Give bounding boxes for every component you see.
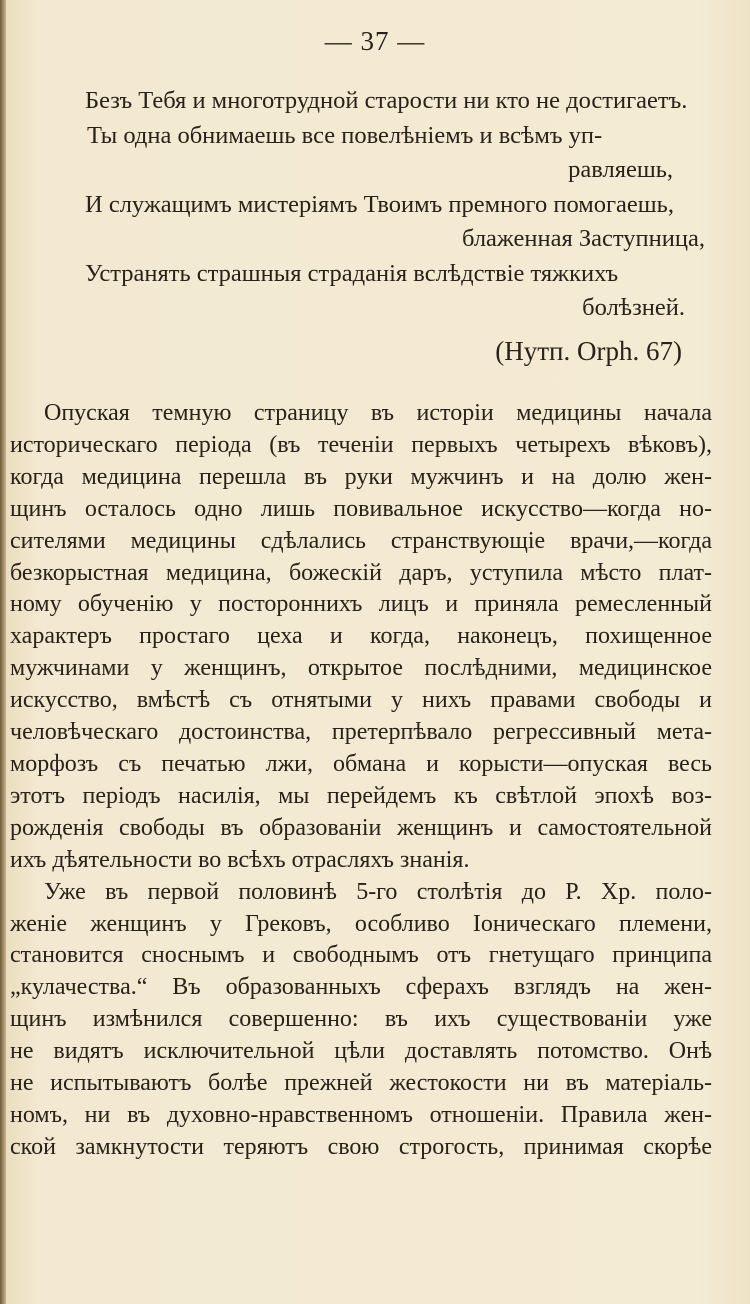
body-text [10,398,712,1164]
poem-line: болѣзней. [582,294,685,321]
poem-line: блаженная Заступница, [461,225,705,252]
text-line: не видятъ исключительной цѣли доставлять потомство. Онѣ [10,1038,712,1065]
text-line: щинъ осталось одно лишь повивальное искусство—когда но- [10,495,712,522]
poem-line: И служащимъ мистеріямъ Твоимъ премного помогаешь, [85,190,674,218]
text-line: становится сноснымъ и свободнымъ отъ гнетущаго принципа [10,942,712,969]
poem-line: равляешь, [568,156,673,183]
text-line: человѣческаго достоинства, претерпѣвало регрессивный мета- [10,719,712,746]
text-line: когда медицина перешла въ руки мужчинъ и на долю жен- [10,463,712,490]
text-line: характеръ простаго цеха и когда, наконецъ, похищенное [10,623,712,650]
page-number: — 37 — [324,26,426,56]
poem-block [85,84,713,326]
text-line: „кулачества.“ Въ образованныхъ сферахъ взглядъ на жен- [10,974,712,1001]
text-line: сителями медицины сдѣлались странствующіе врачи,—когда [10,527,712,554]
text-line: щинъ измѣнился совершенно: въ ихъ существованіи уже [10,1006,712,1033]
text-line: Опуская темную страницу въ исторіи медицины начала [44,400,712,426]
poem-line: Устранять страшныя страданія вслѣдствіе тяжкихъ [85,259,619,287]
poem-line: Ты одна обнимаешь все повелѣніемъ и всѣмъ уп- [87,121,603,149]
text-line: искусство, вмѣстѣ съ отнятыми у нихъ правами свободы и [10,687,712,714]
text-line: мужчинами у женщинъ, открытое послѣдними, медицинское [10,655,712,682]
text-line: женіе женщинъ у Грековъ, особливо Іоническаго племени, [10,910,712,937]
text-line: не испытываютъ болѣе прежней жестокости ни въ матеріаль- [10,1070,712,1097]
text-line: ихъ дѣятельности во всѣхъ отрасляхъ знанія. [10,846,470,873]
poem-citation: (Нутп. Оrph. 67) [495,336,682,366]
text-line: историческаго періода (въ теченіи первыхъ четырехъ вѣковъ), [10,431,712,458]
text-line: ской замкнутости теряютъ свою строгость, принимая скорѣе [10,1133,712,1160]
text-line: рожденія свободы въ образованіи женщинъ и самостоятельной [10,814,712,841]
poem-line: Безъ Тебя и многотрудной старости ни кто не достигаетъ. [85,87,688,114]
text-line: этотъ періодъ насилія, мы перейдемъ къ свѣтлой эпохѣ воз- [10,782,712,809]
text-line: ному обученію у постороннихъ лицъ и приняла ремесленный [10,591,712,618]
binding-edge [0,0,6,1304]
text-line: морфозъ съ печатью лжи, обмана и корысти—опуская весь [10,750,712,777]
text-line: номъ, ни въ духовно-нравственномъ отношеніи. Правила жен- [10,1101,712,1128]
text-line: Уже въ первой половинѣ 5-го столѣтія до Р. Хр. поло- [44,878,712,905]
text-line: безкорыстная медицина, божескій даръ, уступила мѣсто плат- [10,559,712,586]
